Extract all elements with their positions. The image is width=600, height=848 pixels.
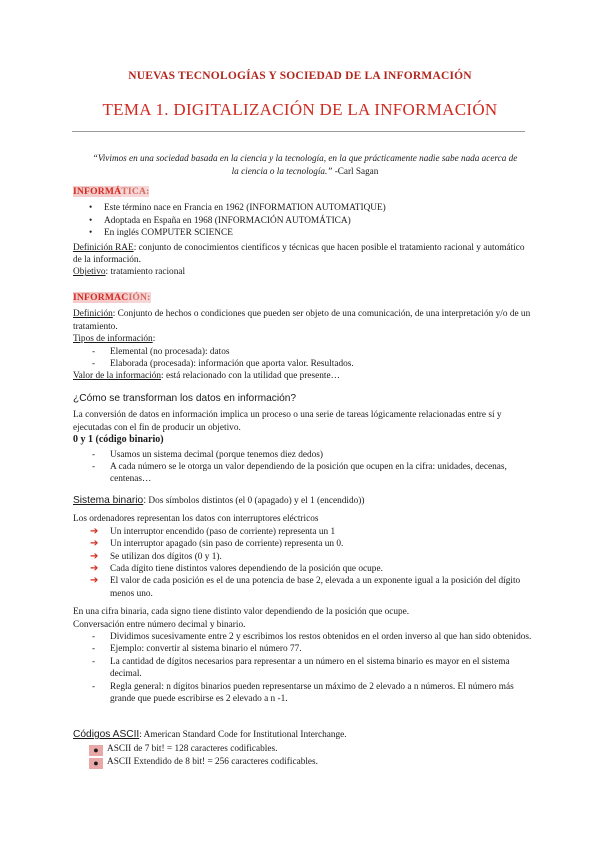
list-item: • Adoptada en España en 1968 (INFORMACIÓN AUTOMÁTICA)	[89, 215, 533, 227]
list-item: ➔ Cada dígito tiene distintos valores dependiendo de la posición que ocupe.	[90, 563, 383, 575]
list-item: - Elaborada (procesada): información que aporta valor. Resultados.	[90, 358, 533, 370]
list-item: - Usamos un sistema decimal (porque tenemos diez dedos)	[90, 449, 533, 461]
types-list	[90, 346, 533, 371]
binary-code-label: 0 y 1 (código binario)	[73, 434, 164, 446]
binary-paragraph-2: Conversación entre número decimal y binario.	[73, 619, 246, 630]
informatica-bullets	[89, 202, 533, 239]
types-heading: Tipos de información:	[73, 334, 156, 345]
binary-system-line: Sistema binario: Dos símbolos distintos (el 0 (apagado) y el 1 (encendido))	[73, 495, 365, 506]
informatica-section	[73, 186, 533, 279]
list-item: ➔ El valor de cada posición es el de una potencia de base 2, elevada a un exponente igual a la posición del dígito menos uno.	[90, 575, 521, 599]
rae-definition: Definición RAE: conjunto de conocimientos científicos y técnicas que hacen posible el tratamiento racional y automático de la información.	[73, 242, 525, 266]
list-item: - Elemental (no procesada): datos	[90, 346, 533, 358]
arrow-icon: ➔	[90, 550, 99, 562]
transform-question: ¿Cómo se transforman los datos en información?	[73, 393, 297, 404]
list-item: ➔ Se utilizan dos dígitos (0 y 1).	[90, 550, 222, 562]
arrow-icon: ➔	[90, 575, 99, 587]
list-item: - Dividimos sucesivamente entre 2 y escribimos los restos obtenidos en el orden inverso al que han sido obtenidos.	[90, 631, 533, 643]
bullet-icon: ●	[89, 758, 103, 769]
informacion-definition: Definición: Conjunto de hechos o condiciones que pueden ser objeto de una comunicación, de una interpretación y/o de un tratamiento.	[73, 309, 531, 332]
binary-section	[73, 495, 533, 706]
list-item: - Regla general: n dígitos binarios pueden representarse un máximo de 2 elevado a n números. El número más grande que puede escribirse es 2 elevado a n -1.	[90, 681, 533, 706]
binary-arrow-list	[90, 526, 533, 600]
binary-intro: Los ordenadores representan los datos con interruptores eléctricos	[73, 514, 319, 525]
value-line: Valor de la información: está relacionado con la utilidad que presente…	[73, 371, 340, 382]
bullet-icon: ●	[89, 745, 103, 756]
title-divider	[72, 131, 525, 132]
informacion-heading: INFORMACIÓN:	[73, 292, 151, 303]
arrow-icon: ➔	[90, 525, 99, 537]
conversion-list	[90, 631, 533, 705]
arrow-icon: ➔	[90, 563, 99, 575]
objective-line: Objetivo: tratamiento racional	[73, 267, 186, 278]
list-item: ➔ Un interruptor encendido (paso de corriente) representa un 1	[90, 525, 336, 537]
quote-text: “Vivimos en una sociedad basada en la ciencia y la tecnología, en la que prácticamente nadie sabe nada acerca de la ciencia o la tecnología.”	[92, 153, 518, 176]
course-title: NUEVAS TECNOLOGÍAS Y SOCIEDAD DE LA INFORMACIÓN	[128, 70, 472, 82]
transform-paragraph: La conversión de datos en información implica un proceso o una serie de tareas lógicamente relacionadas entre sí y ejecutadas con el fin de producir un objetivo.	[73, 410, 502, 433]
quote-author: -Carl Sagan	[332, 166, 379, 176]
list-item: - Ejemplo: convertir al sistema binario el número 77.	[90, 643, 533, 655]
list-item: ● ASCII de 7 bit! = 128 caracteres codificables.	[89, 743, 533, 756]
list-item: - La cantidad de dígitos necesarios para representar a un número en el sistema binario es mayor en el sistema decimal.	[90, 656, 533, 681]
epigraph-quote	[90, 152, 520, 178]
list-item: • En inglés COMPUTER SCIENCE	[89, 227, 533, 239]
list-item: ➔ Un interruptor apagado (sin paso de corriente) representa un 0.	[90, 538, 344, 550]
decimal-list	[90, 449, 533, 486]
list-item: ● ASCII Extendido de 8 bit! = 256 caracteres codificables.	[89, 756, 533, 769]
binary-paragraph-1: En una cifra binaria, cada signo tiene distinto valor dependiendo de la posición que ocupe.	[73, 607, 410, 618]
transform-section	[73, 393, 533, 486]
arrow-icon: ➔	[90, 538, 99, 550]
informacion-section	[73, 292, 533, 383]
ascii-section	[73, 729, 533, 769]
informatica-heading: INFORMÁTICA:	[73, 186, 150, 197]
ascii-list	[89, 743, 533, 769]
ascii-line: Códigos ASCII: American Standard Code for Institutional Interchange.	[73, 729, 347, 740]
topic-title: TEMA 1. DIGITALIZACIÓN DE LA INFORMACIÓN	[102, 100, 498, 119]
list-item: • Este término nace en Francia en 1962 (INFORMATION AUTOMATIQUE)	[89, 202, 533, 214]
list-item: - A cada número se le otorga un valor dependiendo de la posición que ocupen en la cifra: unidades, decenas, centenas…	[90, 461, 533, 486]
